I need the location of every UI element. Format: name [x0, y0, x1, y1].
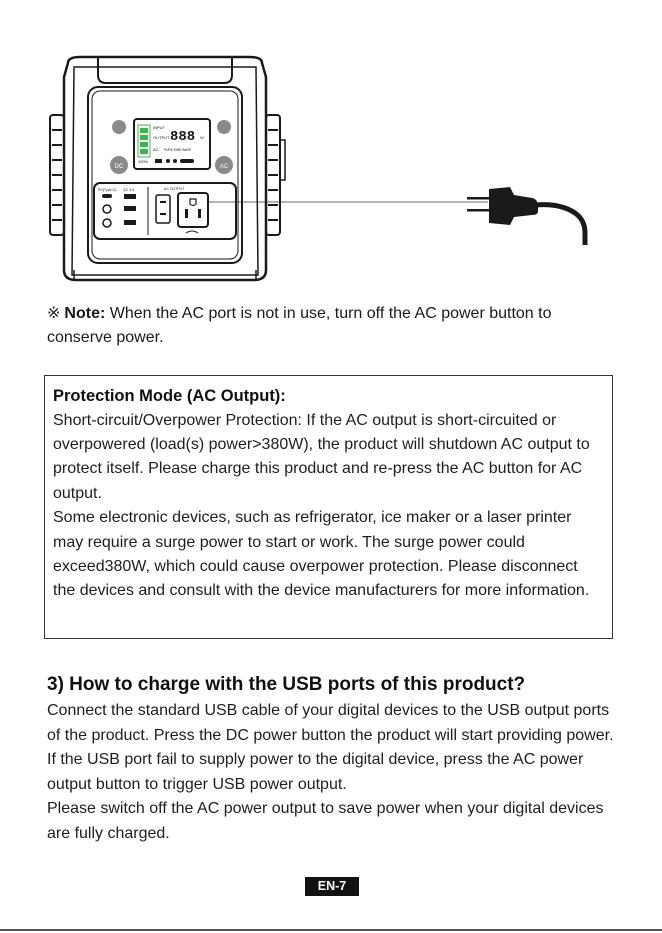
- ac-button-label: AC: [219, 164, 229, 170]
- power-station-illustration: [40, 55, 600, 290]
- lcd-ac-label: AC: [153, 147, 159, 152]
- protection-mode-box: [44, 375, 613, 639]
- bottom-divider: [0, 929, 662, 931]
- protection-paragraph-1: Short-circuit/Overpower Protection: If the AC output is short-circuited or overpowered (load(s) power>380W), the product will shutdown AC output to protect itself. Please charge this product and re-press the AC button for AC output.: [53, 411, 590, 502]
- lcd-unit: W: [200, 135, 204, 140]
- section-paragraph-2: Please switch off the AC power output to save power when your digital devices are fully charged.: [47, 800, 604, 842]
- lcd-output-label: OUTPUT: [153, 135, 170, 140]
- dc-button-label: DC: [114, 164, 124, 170]
- usb-charging-section: [47, 672, 619, 846]
- note-label: Note:: [64, 305, 106, 322]
- pd-port-label: PD(Type-C): [98, 188, 117, 192]
- protection-title: Protection Mode (AC Output):: [53, 387, 286, 405]
- side-grip-left: [50, 115, 64, 235]
- ac-output-label: AC OUTPUT: [164, 187, 185, 191]
- note-paragraph: [47, 302, 617, 350]
- section-paragraph-1: Connect the standard USB cable of your digital devices to the USB output ports of the product. Press the DC power button the product will start providing power. If the USB port fail to supply power to the digital device, press the AC power output button to trigger USB power output.: [47, 702, 614, 793]
- note-mark: ※: [47, 305, 61, 322]
- lcd-percent: 100%: [138, 159, 149, 164]
- qc-port-label: QC 3.0: [123, 188, 135, 192]
- protection-paragraph-2: Some electronic devices, such as refrigerator, ice maker or a laser printer may require a surge power to start or work. The surge power could exceed380W, which could cause overpower protection. Please disconnect the devices and consult with the device manufacturers for more information.: [53, 509, 590, 600]
- side-grip-right: [266, 115, 285, 235]
- ac-plug: [467, 187, 585, 245]
- power-button: [112, 120, 126, 134]
- note-text: When the AC port is not in use, turn off the AC power button to conserve power.: [47, 305, 552, 346]
- lcd-input-label: INPUT: [153, 125, 165, 130]
- section-heading: 3) How to charge with the USB ports of this product?: [47, 674, 526, 695]
- lcd-digits: 888: [170, 129, 196, 145]
- page-number-badge: EN-7: [305, 877, 359, 896]
- light-button: [217, 120, 231, 134]
- lcd-wave-label: PURE SINE WAVE: [164, 148, 192, 152]
- ac-outlet: [178, 193, 208, 227]
